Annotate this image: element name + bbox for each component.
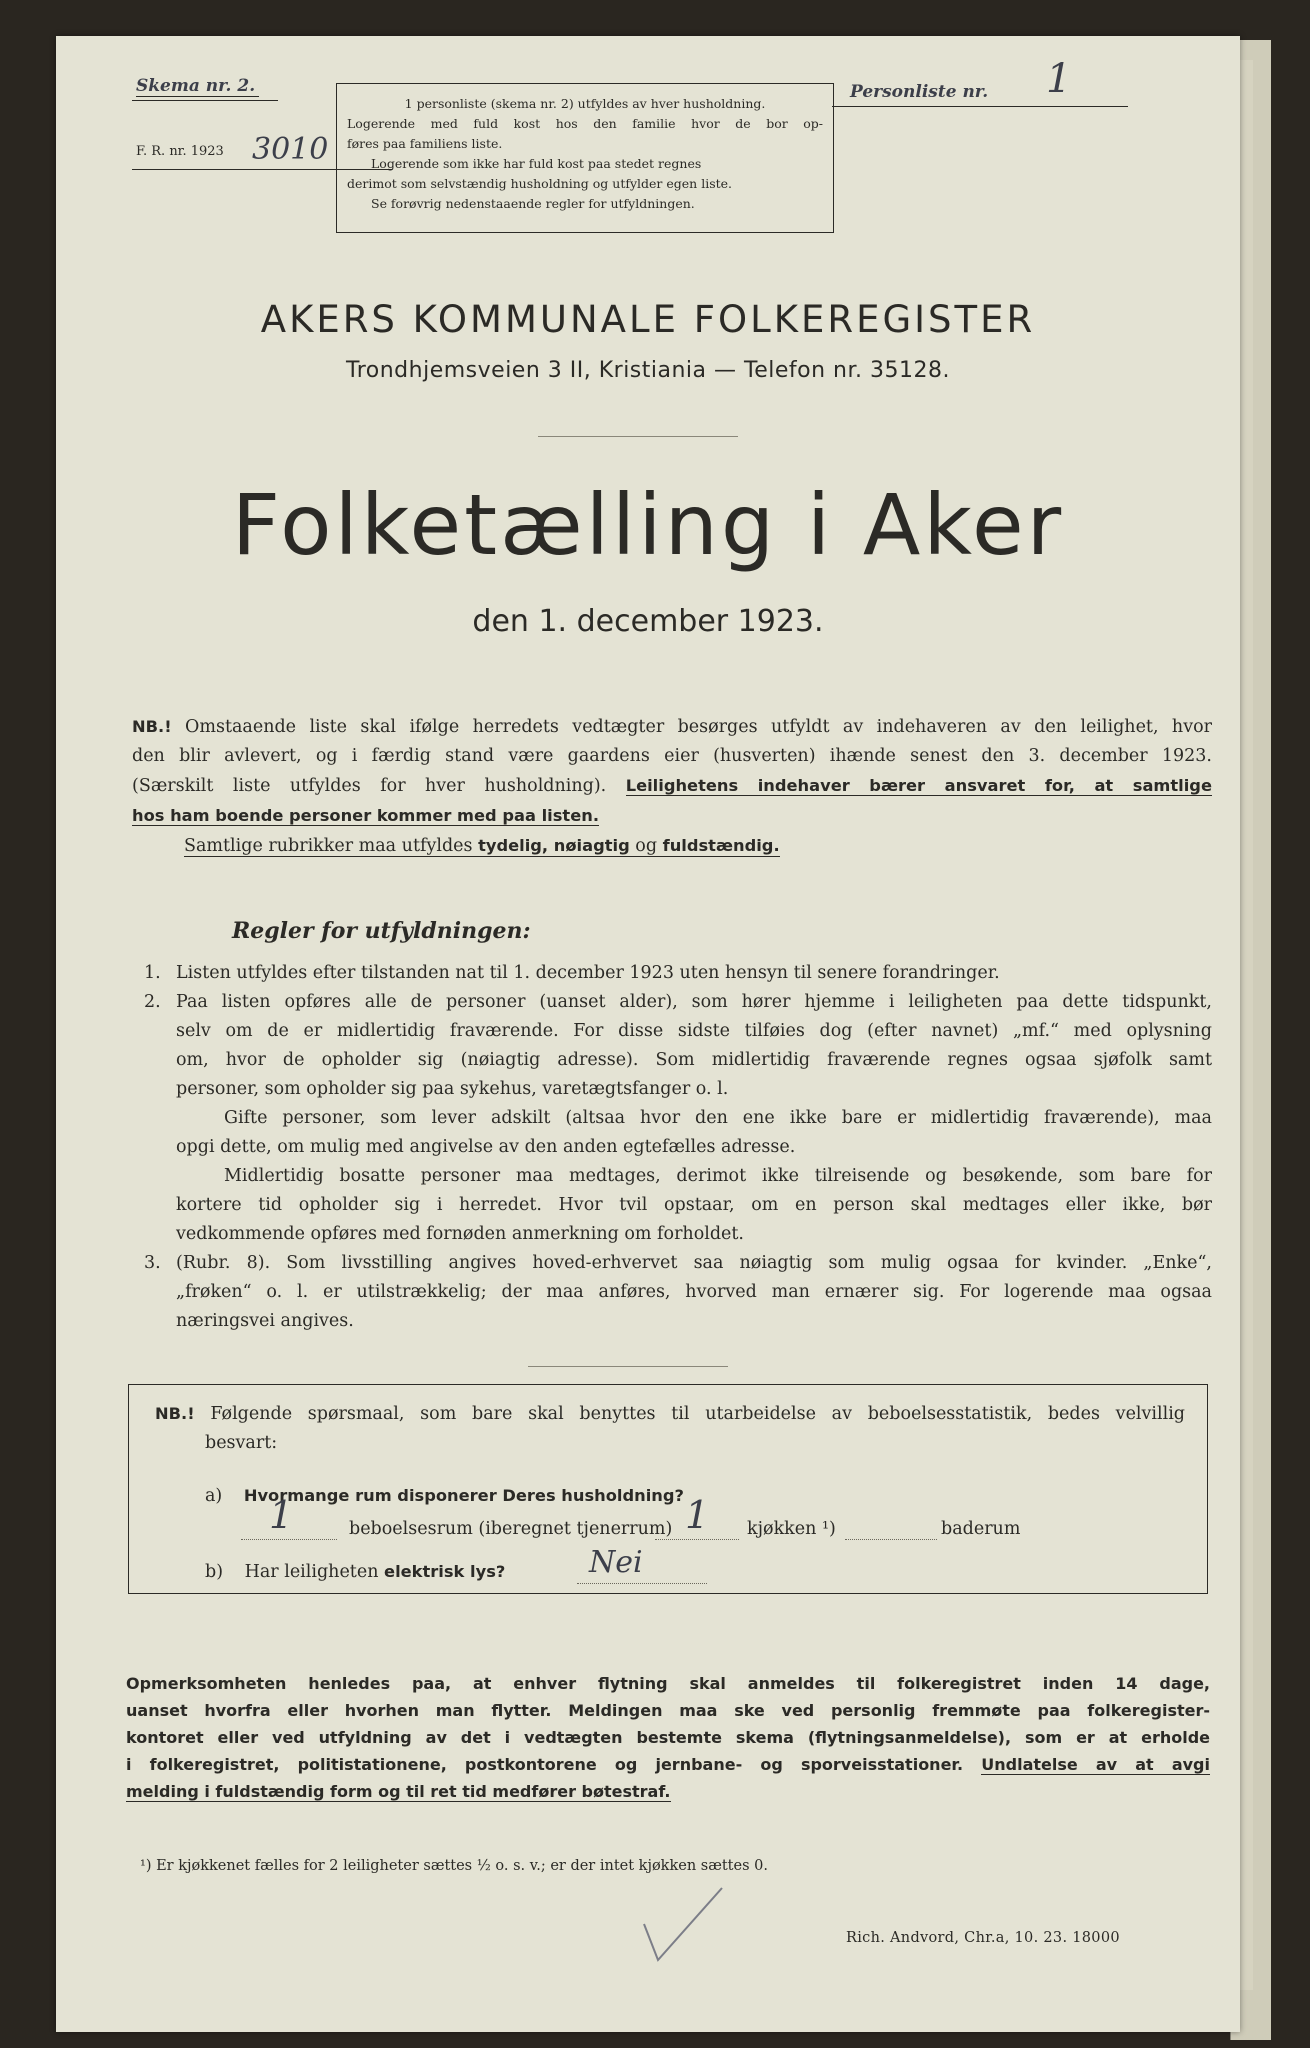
check-mark-icon: [640, 1884, 730, 1966]
nb-text-5c: og: [635, 836, 658, 856]
notice-block: [126, 1670, 1210, 1805]
nb-text-1: Omstaaende liste skal ifølge herredets vedtægter besørges utfyldt av indehaveren av den leilighet, hvor: [185, 717, 1212, 737]
notice-line-3: kontoret eller ved utfyldning av det i vedtægten bestemte skema (flytningsanmeldelse), som er at erholde: [126, 1728, 1210, 1747]
notice-line-1: [126, 1670, 1210, 1697]
question-b-label: b): [205, 1562, 224, 1582]
box-line-1: 1 personliste (skema nr. 2) utfyldes av hver husholdning.: [404, 96, 766, 111]
footnote: ¹) Er kjøkkenet fælles for 2 leiligheter sættes ½ o. s. v.; er der intet kjøkken sættes 0.: [140, 1858, 768, 1874]
personliste-underline: [832, 106, 1128, 107]
box-line-2: Logerende med fuld kost hos den familie hvor de bor op-: [347, 116, 823, 131]
question-a-label: a): [205, 1486, 223, 1506]
rule-number-1: 1.: [144, 963, 161, 983]
rule-number-2: 2.: [144, 992, 161, 1012]
rule-3-line-3: næringsvei angives.: [176, 1311, 354, 1331]
rule-number-3: 3.: [144, 1253, 161, 1273]
nb-text-5a: Samtlige rubrikker maa utfyldes: [184, 836, 473, 856]
question-a-text: Hvormange rum disponerer Deres husholdning?: [243, 1486, 684, 1505]
rooms-value-handwritten: 1: [269, 1493, 294, 1537]
nb-text-3a: (Særskilt liste utfyldes for hver husholdning).: [132, 776, 607, 796]
rule-2-line-3: om, hvor de opholder sig (nøiagtig adresse). Som midlertidig fraværende regnes ogsaa sjøfolk samt: [176, 1050, 1212, 1070]
notice-text-4a: i folkeregistret, politistationene, postkontorene og jernbane- og sporveisstationer.: [126, 1755, 964, 1774]
skema-text: Skema nr. 2.: [136, 76, 259, 97]
instruction-box: [336, 83, 834, 233]
rooms-label: beboelsesrum (iberegnet tjenerrum): [349, 1519, 673, 1539]
nb-line-2: den blir avlevert, og i færdig stand være gaardens eier (husverten) ihænde senest den 3. december 1923.: [132, 746, 1212, 766]
question-b-text-a: Har leiligheten: [244, 1562, 379, 1582]
housing-statistics-box: [128, 1384, 1208, 1594]
kitchen-answer-line: [655, 1539, 739, 1540]
printer-imprint: Rich. Andvord, Chr.a, 10. 23. 18000: [846, 1930, 1120, 1946]
housing-nb-line-2: besvart:: [205, 1433, 278, 1453]
rule-item-3: [144, 1249, 1212, 1336]
bath-answer-line: [845, 1539, 937, 1540]
rule-2-line-6: opgi dette, om mulig med angivelse av den anden egtefælles adresse.: [176, 1137, 796, 1157]
rules-heading: Regler for utfyldningen:: [232, 918, 531, 944]
rule-2-line-2: selv om de er midlertidig fraværende. For disse sidste tilføies dog (efter navnet) „mf.“ med oplysning: [176, 1021, 1212, 1041]
electric-answer-line: [577, 1583, 707, 1584]
rule-2-line-9: vedkommende opføres med fornøden anmerkning om forholdet.: [176, 1224, 744, 1244]
housing-nb-line-1: [155, 1399, 1185, 1429]
electric-value-handwritten: Nei: [589, 1545, 643, 1580]
notice-text-5: melding i fuldstændig form og til ret tid medfører bøtestraf.: [126, 1782, 671, 1801]
box-line-3: føres paa familiens liste.: [347, 136, 503, 151]
housing-nb-text: [155, 1399, 1185, 1458]
rooms-answer-line: [241, 1539, 337, 1540]
box-line-6: Se forøvrig nedenstaaende regler for utfyldningen.: [371, 196, 695, 211]
org-name: AKERS KOMMUNALE FOLKEREGISTER: [260, 298, 1036, 341]
divider-middle: [528, 1366, 728, 1367]
rule-3-line-2: „frøken“ o. l. er utilstrækkelig; der maa anføres, hvorved man ernærer sig. For logerende maa ogsaa: [176, 1282, 1212, 1302]
nb-prefix: NB.!: [132, 717, 172, 736]
notice-text-4b: Undlatelse av at avgi: [981, 1755, 1210, 1774]
personliste-number-handwritten: 1: [1046, 56, 1072, 102]
nb-text-4: hos ham boende personer kommer med paa listen.: [132, 806, 599, 825]
rule-item-1: [144, 959, 1212, 988]
page-title: Folketælling i Aker: [231, 476, 1065, 574]
nb-text-5b: tydelig, nøiagtig: [478, 836, 630, 855]
rule-2-line-1: Paa listen opføres alle de personer (uanset alder), som hører hjemme i leiligheten paa dette tidspunkt,: [176, 992, 1212, 1012]
nb-line-4: [132, 801, 1212, 831]
rule-1-line-1: Listen utfyldes efter tilstanden nat til 1. december 1923 uten hensyn til senere forandringer.: [176, 963, 1000, 983]
nb-line-5-underlined: [184, 836, 780, 857]
kitchen-value-handwritten: 1: [685, 1493, 710, 1537]
fr-number-handwritten: 3010: [252, 132, 329, 167]
nb-line-5: [132, 831, 1212, 861]
question-b-text-b: elektrisk lys?: [384, 1562, 506, 1581]
housing-nb-text-1: Følgende spørsmaal, som bare skal benyttes til utarbeidelse av beboelsesstatistik, bedes velvillig: [210, 1404, 1185, 1424]
box-line-4: Logerende som ikke har fuld kost paa stedet regnes: [371, 156, 702, 171]
rule-2-line-7: Midlertidig bosatte personer maa medtages, derimot ikke tilreisende og besøkende, som bare for: [224, 1166, 1212, 1186]
census-date: den 1. december 1923.: [472, 604, 824, 639]
notice-line-4: [126, 1751, 1210, 1778]
nb-line-1: [132, 712, 1212, 742]
rule-2-line-5: Gifte personer, som lever adskilt (altsaa hvor den ene ikke bare er midlertidig fraværende), maa: [224, 1108, 1212, 1128]
nb-text-3b: Leilighetens indehaver bærer ansvaret for, at samtlige: [625, 776, 1212, 795]
rules-list: [144, 959, 1212, 1336]
nb-text-5d: fuldstændig.: [662, 836, 780, 855]
box-line-5: derimot som selvstændig husholdning og utfylder egen liste.: [347, 176, 732, 191]
skema-label: [136, 76, 259, 96]
notice-line-2: uanset hvorfra eller hvorhen man flytter. Meldingen maa ske ved personlig fremmøte paa folkeregister-: [126, 1701, 1210, 1720]
rule-2-line-4: personer, som opholder sig paa sykehus, varetægtsfanger o. l.: [176, 1079, 729, 1099]
fr-label: F. R. nr. 1923: [136, 144, 224, 159]
kitchen-label: kjøkken ¹): [747, 1519, 836, 1539]
nb-line-3: [132, 771, 1212, 801]
rule-2-line-8: kortere tid opholder sig i herredet. Hvor tvil opstaar, om en person skal medtages eller ikke, bør: [176, 1195, 1212, 1215]
rule-item-2: [144, 988, 1212, 1249]
notice-line-1-text: Opmerksomheten henledes paa, at enhver flytning skal anmeldes til folkeregistret inden 14 dage,: [126, 1674, 1210, 1693]
divider-top: [538, 436, 738, 437]
personliste-label: Personliste nr.: [850, 82, 989, 102]
question-b: [205, 1557, 505, 1587]
bath-label: baderum: [941, 1519, 1021, 1539]
census-form-page: [56, 36, 1240, 2032]
header-left-line: [132, 100, 278, 101]
nb-notice: [132, 712, 1212, 861]
notice-line-5: [126, 1778, 1210, 1805]
org-address: Trondhjemsveien 3 II, Kristiania — Telefon nr. 35128.: [346, 358, 950, 383]
housing-nb-prefix: NB.!: [155, 1404, 195, 1423]
rule-3-line-1: (Rubr. 8). Som livsstilling angives hoved-erhvervet saa nøiagtig som mulig ogsaa for kvinder. „Enke“,: [176, 1253, 1212, 1273]
